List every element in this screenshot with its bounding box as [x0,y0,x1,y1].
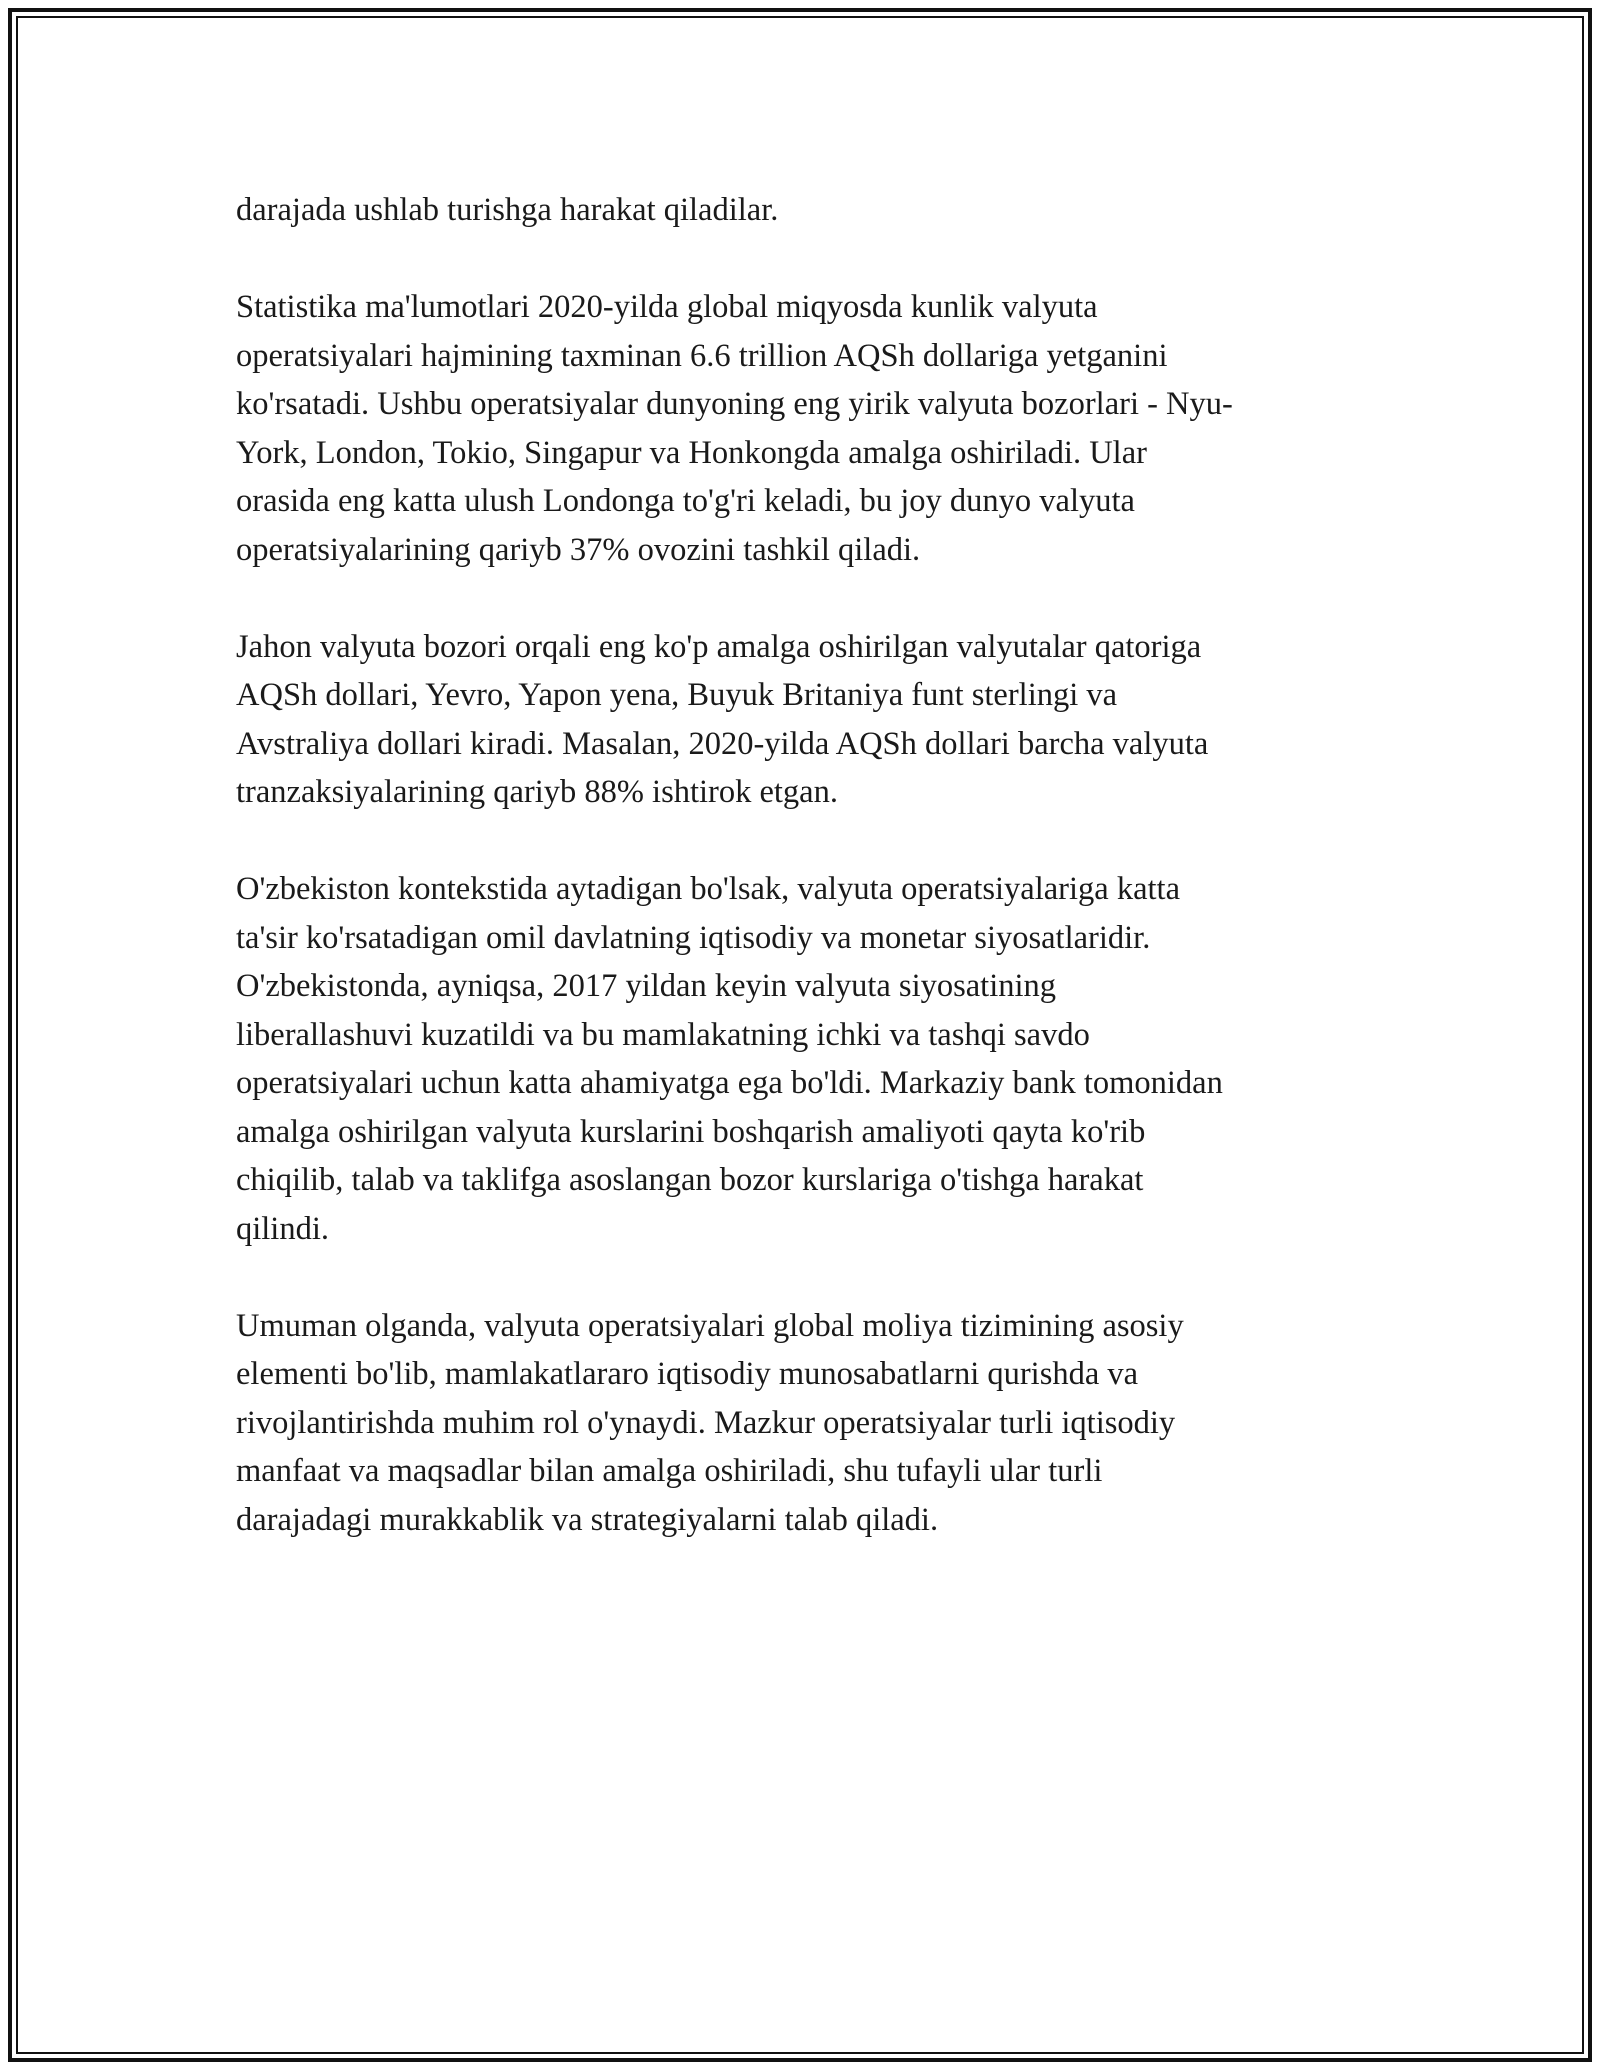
paragraph-major-currencies: Jahon valyuta bozori orqali eng ko'p amalga oshirilgan valyutalar qatoriga AQSh dollari, Yevro, Yapon yena, Buyuk Britaniya funt sterlingi va Avstraliya dollari kiradi. Masalan, 2020-yilda AQSh dollari barcha valyuta tranzaksiyalarining qariyb 88% ishtirok etgan. [236,628,1209,810]
paragraph-continuation: darajada ushlab turishga harakat qiladilar. [236,192,779,228]
document-body [236,186,1366,1593]
paragraph-uzbekistan-context: O'zbekiston kontekstida aytadigan bo'lsak, valyuta operatsiyalariga katta ta'sir ko'rsatadigan omil davlatning iqtisodiy va monetar siyosatlaridir. O'zbekistonda, ayniqsa, 2017 yildan keyin valyuta siyosatining liberallashuvi kuzatildi va bu mamlakatning ichki va tashqi savdo operatsiyalari uchun katta ahamiyatga ega bo'ldi. Markaziy bank tomonidan amalga oshirilgan valyuta kurslarini boshqarish amaliyoti qayta ko'rib chiqilib, talab va taklifga asoslangan bozor kurslariga o'tishga harakat qilindi. [236,871,1223,1247]
paragraph-conclusion: Umuman olganda, valyuta operatsiyalari global moliya tizimining asosiy elementi bo'lib, mamlakatlararo iqtisodiy munosabatlarni qurishda va rivojlantirishda muhim rol o'ynaydi. Mazkur operatsiyalar turli iqtisodiy manfaat va maqsadlar bilan amalga oshiriladi, shu tufayli ular turli darajadagi murakkablik va strategiyalarni talab qiladi. [236,1307,1184,1538]
paragraph-statistics: Statistika ma'lumotlari 2020-yilda global miqyosda kunlik valyuta operatsiyalari hajmining taxminan 6.6 trillion AQSh dollariga yetganini ko'rsatadi. Ushbu operatsiyalar dunyoning eng yirik valyuta bozorlari - Nyu- York, London, Tokio, Singapur va Honkongda amalga oshiriladi. Ular orasida eng katta ulush Londonga to'g'ri keladi, bu joy dunyo valyuta operatsiyalarining qariyb 37% ovozini tashkil qiladi. [236,289,1233,568]
